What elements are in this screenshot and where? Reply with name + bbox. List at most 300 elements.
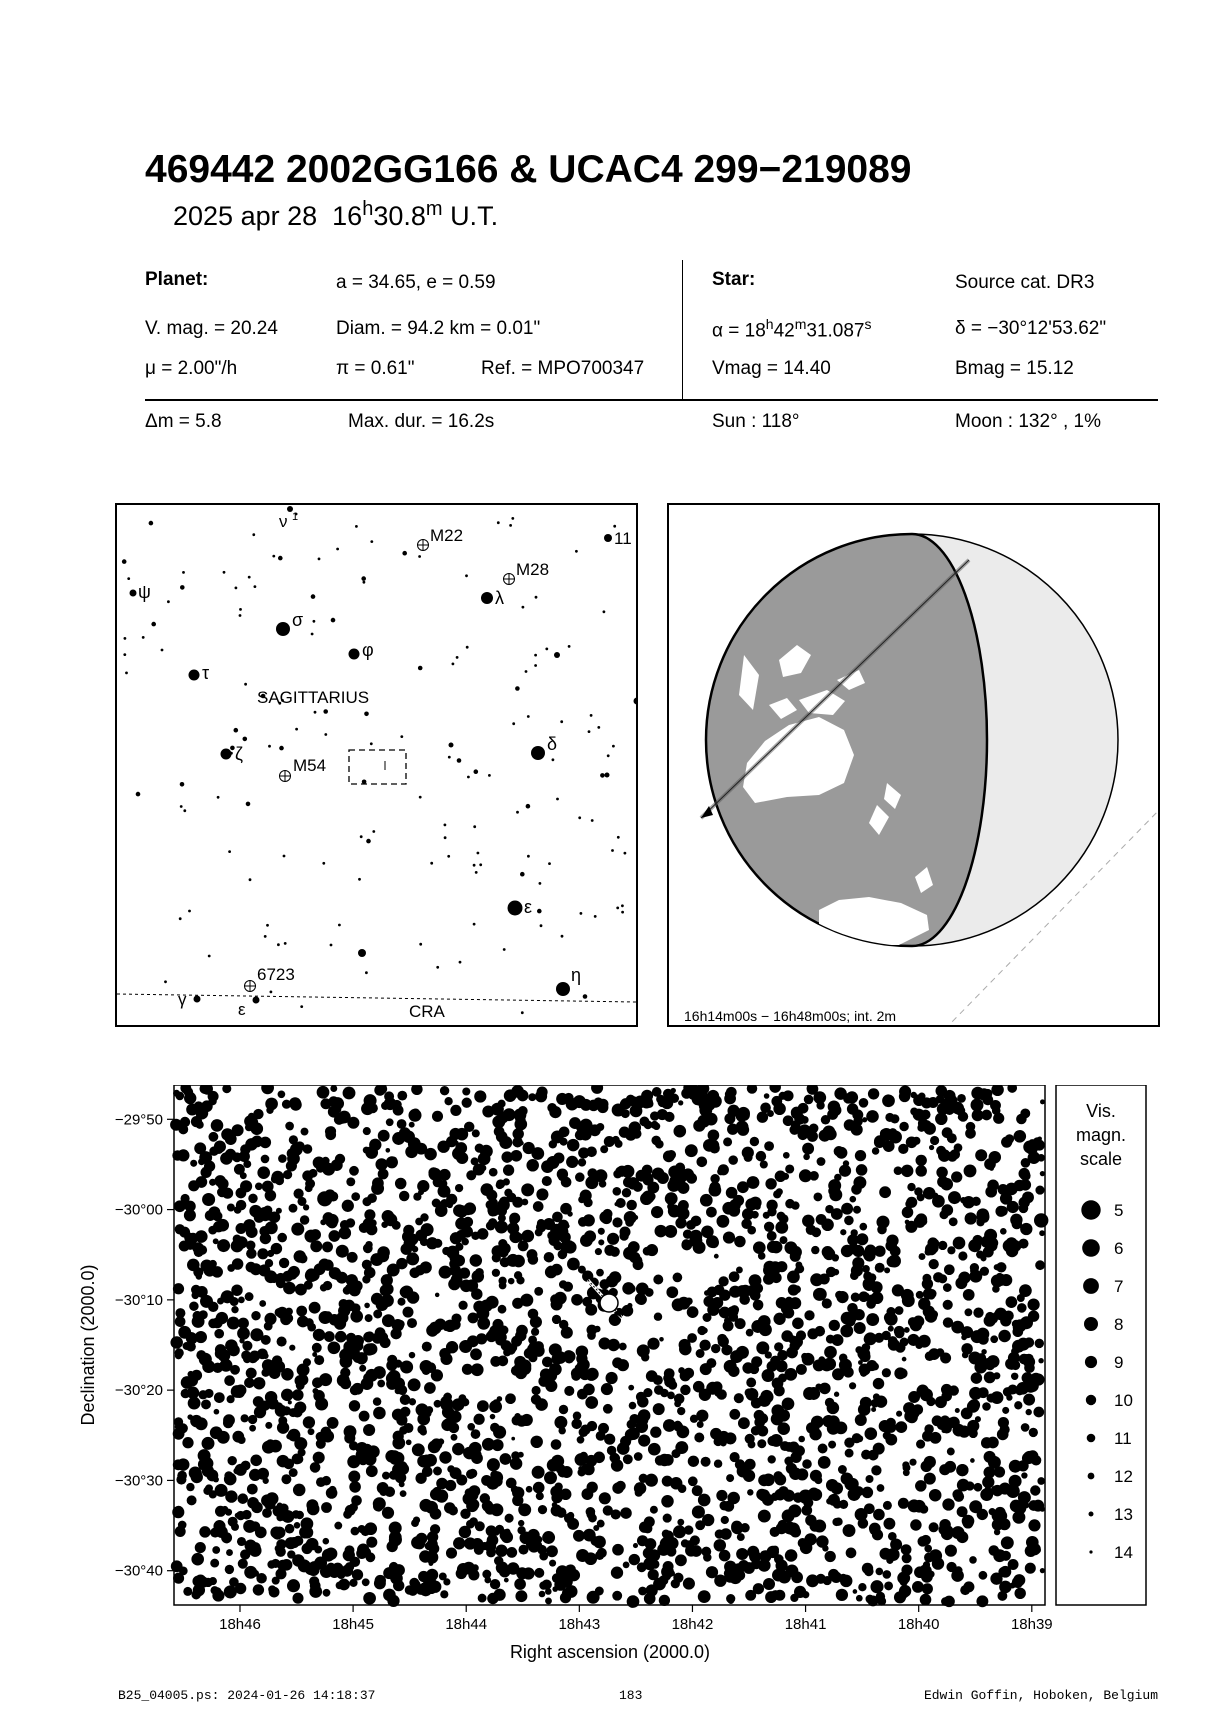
field-star: [551, 1264, 563, 1276]
field-star: [754, 1410, 765, 1421]
field-star: [183, 1342, 191, 1350]
field-star: [400, 1394, 411, 1405]
field-star: [862, 1343, 871, 1352]
field-star: [298, 1448, 306, 1456]
field-star: [988, 1456, 1001, 1469]
star-tau: [189, 670, 200, 681]
field-star: [778, 1486, 788, 1496]
field-star: [851, 1293, 860, 1302]
field-star: [378, 1130, 390, 1142]
finder-field-stars: [122, 513, 626, 1015]
field-star: [1038, 1358, 1043, 1363]
field-star: [310, 1240, 322, 1252]
field-star: [655, 1225, 668, 1238]
field-star: [646, 1584, 658, 1596]
field-star: [512, 1128, 523, 1139]
field-star: [301, 1527, 313, 1539]
field-star: [942, 1127, 953, 1138]
field-star: [998, 1330, 1011, 1343]
field-star: [495, 1545, 507, 1557]
field-star: [265, 1422, 272, 1429]
field-star: [302, 1170, 313, 1181]
star-epsilon-cra: [253, 997, 260, 1004]
field-star: [522, 1567, 534, 1579]
field-star: [426, 1406, 434, 1414]
field-star: [568, 1569, 580, 1581]
field-star: [314, 1546, 322, 1554]
field-star: [427, 1539, 438, 1550]
field-star: [802, 1143, 814, 1155]
field-star: [578, 1158, 586, 1166]
field-star: [764, 1093, 770, 1099]
finder-star: [180, 805, 183, 808]
field-star: [363, 1243, 373, 1253]
field-star: [756, 1151, 767, 1162]
field-star: [377, 1482, 389, 1494]
star-gamma: [194, 996, 201, 1003]
finder-star: [244, 683, 247, 686]
field-star: [1011, 1373, 1018, 1380]
field-star: [724, 1432, 736, 1444]
field-star: [988, 1358, 998, 1368]
field-star: [811, 1227, 821, 1237]
field-star: [452, 1443, 464, 1455]
field-star: [595, 1248, 602, 1255]
field-star: [894, 1328, 904, 1338]
field-star: [247, 1497, 259, 1509]
field-star: [195, 1542, 206, 1553]
field-star: [965, 1212, 977, 1224]
field-star: [251, 1311, 260, 1320]
field-star: [233, 1288, 241, 1296]
field-star: [397, 1119, 407, 1129]
field-star: [552, 1502, 558, 1508]
field-star: [338, 1579, 350, 1591]
field-star: [314, 1557, 327, 1570]
field-star: [395, 1472, 406, 1483]
field-star: [317, 1086, 330, 1099]
field-star: [813, 1519, 826, 1532]
field-star: [382, 1507, 394, 1519]
field-star: [802, 1459, 812, 1469]
field-star: [312, 1352, 317, 1357]
field-star: [902, 1294, 915, 1307]
field-star: [523, 1142, 535, 1154]
field-star: [958, 1272, 970, 1284]
field-star: [841, 1245, 854, 1258]
field-star: [606, 1372, 618, 1384]
field-star: [387, 1541, 398, 1552]
field-star: [875, 1396, 887, 1408]
field-star: [729, 1286, 741, 1298]
field-star: [944, 1461, 956, 1473]
star-field-bright-2: [554, 652, 560, 658]
legend-dot: [1086, 1395, 1096, 1405]
label-phi: φ: [362, 640, 374, 660]
field-star: [481, 1183, 494, 1196]
finder-star: [580, 912, 583, 915]
field-star: [930, 1239, 939, 1248]
field-star: [783, 1522, 796, 1535]
field-star: [758, 1489, 770, 1501]
field-star: [619, 1231, 628, 1240]
field-star: [305, 1541, 315, 1551]
finder-star: [400, 735, 403, 738]
label-epsilon: ε: [524, 897, 533, 917]
legend-label: 6: [1114, 1239, 1124, 1258]
field-star: [551, 1492, 562, 1503]
field-star: [839, 1574, 848, 1583]
finder-star: [473, 825, 476, 828]
field-star: [791, 1336, 803, 1348]
field-star: [497, 1356, 508, 1367]
field-star: [923, 1305, 935, 1317]
field-star: [269, 1367, 281, 1379]
field-star: [843, 1367, 854, 1378]
field-star: [916, 1440, 925, 1449]
legend-label: 5: [1114, 1201, 1124, 1220]
field-star: [792, 1318, 804, 1330]
field-star: [967, 1420, 979, 1432]
legend-label: 9: [1114, 1353, 1124, 1372]
field-star: [576, 1345, 589, 1358]
legend-dot: [1087, 1434, 1096, 1443]
field-star: [730, 1452, 740, 1462]
field-star: [232, 1431, 244, 1443]
field-star: [518, 1520, 524, 1526]
field-star: [203, 1264, 216, 1277]
field-star: [957, 1506, 968, 1517]
finder-star: [124, 637, 127, 640]
field-star: [482, 1570, 491, 1579]
field-star: [549, 1106, 561, 1118]
finder-star: [313, 620, 316, 623]
field-star: [433, 1239, 442, 1248]
field-star: [998, 1206, 1008, 1216]
field-star: [828, 1494, 840, 1506]
field-star: [809, 1123, 819, 1133]
finder-star: [527, 715, 530, 718]
field-star: [650, 1506, 658, 1514]
field-star: [655, 1140, 664, 1149]
field-star: [806, 1574, 819, 1587]
field-star: [810, 1273, 823, 1286]
field-star: [556, 1093, 568, 1105]
field-star: [751, 1426, 760, 1435]
field-star: [693, 1120, 705, 1132]
field-star: [247, 1484, 258, 1495]
finder-star: [284, 942, 287, 945]
field-star: [585, 1396, 598, 1409]
field-star: [1020, 1223, 1032, 1235]
field-star: [359, 1411, 370, 1422]
field-star: [346, 1333, 356, 1343]
field-star: [322, 1260, 333, 1271]
x-axis-label: Right ascension (2000.0): [509, 1642, 711, 1662]
field-star: [1014, 1588, 1025, 1599]
label-tau: τ: [202, 663, 210, 683]
field-star: [706, 1566, 718, 1578]
field-star: [179, 1227, 190, 1238]
field-star: [191, 1471, 203, 1483]
field-star: [291, 1429, 299, 1437]
field-star: [843, 1160, 849, 1166]
finder-star: [358, 878, 361, 881]
star-11: [604, 534, 612, 542]
finder-star: [365, 971, 368, 974]
field-star: [918, 1168, 926, 1176]
field-star: [498, 1277, 506, 1285]
field-star: [208, 1132, 218, 1142]
field-star: [1022, 1191, 1034, 1203]
field-star: [551, 1439, 562, 1450]
field-star: [558, 1427, 565, 1434]
field-star: [697, 1421, 704, 1428]
field-star: [571, 1419, 582, 1430]
field-star: [992, 1485, 1003, 1496]
field-star: [922, 1583, 933, 1594]
field-star: [362, 1260, 372, 1270]
moon-elongation: Moon : 132° , 1%: [955, 411, 1101, 432]
field-star: [963, 1289, 975, 1301]
field-star: [696, 1410, 708, 1422]
field-star: [328, 1096, 339, 1107]
field-star: [567, 1139, 580, 1152]
field-star: [463, 1492, 476, 1505]
field-star: [440, 1590, 448, 1598]
field-star: [312, 1343, 322, 1353]
field-star: [836, 1589, 848, 1601]
field-star: [913, 1094, 925, 1106]
field-star: [944, 1090, 956, 1102]
field-star: [739, 1294, 750, 1305]
finder-star: [459, 961, 462, 964]
finder-star: [268, 745, 271, 748]
field-star: [629, 1402, 637, 1410]
field-star: [901, 1565, 912, 1576]
field-star: [334, 1317, 346, 1329]
field-star: [918, 1335, 931, 1348]
field-star: [324, 1331, 335, 1342]
field-star: [622, 1282, 634, 1294]
finder-star: [300, 1005, 303, 1008]
field-star: [612, 1217, 622, 1227]
field-star: [466, 1520, 475, 1529]
field-star: [395, 1178, 407, 1190]
field-star: [594, 1169, 607, 1182]
field-star: [282, 1100, 291, 1109]
field-star: [688, 1456, 699, 1467]
field-star: [467, 1335, 479, 1347]
finder-star: [540, 924, 543, 927]
field-star: [788, 1504, 801, 1517]
finder-star: [235, 587, 238, 590]
field-star: [553, 1241, 562, 1250]
field-star: [453, 1537, 465, 1549]
field-star: [286, 1433, 292, 1439]
field-star: [702, 1514, 714, 1526]
label-11: 11: [614, 529, 632, 548]
field-star: [463, 1447, 476, 1460]
finder-star: [314, 711, 317, 714]
field-star: [1000, 1228, 1007, 1235]
field-star: [677, 1519, 684, 1526]
field-star: [556, 1507, 567, 1518]
field-star: [279, 1258, 289, 1268]
bright-star: [317, 1191, 332, 1206]
star-eta: [556, 982, 570, 996]
field-star: [598, 1239, 604, 1245]
field-star: [505, 1393, 516, 1404]
field-star: [207, 1459, 212, 1464]
field-star: [951, 1321, 964, 1334]
field-star: [373, 1397, 381, 1405]
field-star: [1018, 1239, 1028, 1249]
field-star: [1000, 1192, 1012, 1204]
field-star: [685, 1144, 698, 1157]
field-star: [747, 1176, 760, 1189]
finder-star: [448, 756, 451, 759]
field-star: [717, 1168, 724, 1175]
field-star: [417, 1425, 426, 1434]
field-star: [397, 1091, 407, 1101]
field-star: [623, 1561, 630, 1568]
field-star: [902, 1207, 914, 1219]
field-star: [1002, 1407, 1009, 1414]
field-star: [855, 1150, 866, 1161]
field-star: [993, 1372, 1000, 1379]
field-star: [515, 1367, 527, 1379]
field-star: [659, 1595, 670, 1606]
field-star: [724, 1345, 733, 1354]
field-star: [647, 1192, 655, 1200]
field-star: [776, 1297, 788, 1309]
field-star: [403, 1225, 414, 1236]
field-star: [852, 1433, 862, 1443]
field-star: [846, 1548, 857, 1559]
field-star: [723, 1232, 735, 1244]
field-star: [976, 1595, 988, 1607]
field-star: [641, 1353, 649, 1361]
field-star: [995, 1274, 1007, 1286]
field-star: [903, 1469, 910, 1476]
field-star: [639, 1117, 649, 1127]
finder-star: [363, 581, 366, 584]
field-star: [289, 1468, 298, 1477]
field-star: [622, 1188, 632, 1198]
field-star: [349, 1579, 357, 1587]
legend-dot: [1085, 1356, 1097, 1368]
legend-title: Vis.: [1086, 1101, 1116, 1121]
field-star: [449, 1128, 461, 1140]
field-star: [415, 1473, 426, 1484]
field-star: [371, 1182, 384, 1195]
finder-star: [179, 917, 182, 920]
field-star: [754, 1203, 761, 1210]
field-star: [285, 1537, 297, 1549]
field-star: [326, 1487, 338, 1499]
field-star: [827, 1402, 840, 1415]
finder-star: [272, 555, 275, 558]
field-star: [797, 1129, 808, 1140]
field-star: [487, 1534, 499, 1546]
field-star: [575, 1364, 585, 1374]
field-star: [698, 1494, 711, 1507]
finder-star: [616, 907, 619, 910]
field-star: [338, 1305, 350, 1317]
field-star: [431, 1169, 440, 1178]
star-phi: [349, 649, 360, 660]
field-star: [910, 1519, 921, 1530]
field-star: [325, 1129, 336, 1140]
field-star: [763, 1264, 776, 1277]
field-star: [444, 1097, 452, 1105]
field-star: [352, 1569, 363, 1580]
field-star: [586, 1325, 597, 1336]
field-star: [773, 1103, 786, 1116]
field-star: [910, 1319, 922, 1331]
field-star: [196, 1286, 208, 1298]
field-star: [832, 1368, 844, 1380]
field-star: [625, 1218, 634, 1227]
finder-star: [624, 852, 627, 855]
star-zeta: [221, 749, 232, 760]
finder-star: [444, 836, 447, 839]
field-star: [216, 1312, 228, 1324]
field-star: [418, 1571, 429, 1582]
field-star: [214, 1392, 225, 1403]
field-star: [753, 1301, 762, 1310]
cluster-m22-icon: [418, 540, 429, 551]
field-star: [765, 1591, 777, 1603]
field-star: [245, 1138, 257, 1150]
field-star: [783, 1090, 794, 1101]
field-star: [482, 1106, 494, 1118]
field-star: [712, 1297, 724, 1309]
field-star: [969, 1387, 982, 1400]
field-star: [506, 1345, 516, 1355]
field-star: [575, 1453, 588, 1466]
field-star: [195, 1555, 201, 1561]
field-star: [231, 1523, 239, 1531]
field-star: [785, 1549, 798, 1562]
field-star: [971, 1372, 982, 1383]
field-star: [638, 1409, 651, 1422]
field-star: [908, 1391, 920, 1403]
field-star: [390, 1157, 397, 1164]
field-star: [552, 1586, 558, 1592]
field-star: [202, 1193, 215, 1206]
field-star: [471, 1157, 479, 1165]
field-star: [551, 1298, 563, 1310]
finder-star: [591, 819, 594, 822]
field-star: [305, 1318, 314, 1327]
finder-star: [556, 798, 559, 801]
field-star: [629, 1121, 641, 1133]
field-star: [883, 1431, 892, 1440]
field-star: [399, 1191, 409, 1201]
field-star: [972, 1235, 982, 1245]
field-star: [426, 1324, 438, 1336]
field-star: [227, 1395, 235, 1403]
field-star: [703, 1313, 712, 1322]
finder-star: [318, 558, 321, 561]
field-star: [281, 1368, 294, 1381]
field-star: [334, 1522, 342, 1530]
field-star: [1035, 1339, 1044, 1348]
field-star: [575, 1172, 585, 1182]
field-star: [994, 1264, 1000, 1270]
